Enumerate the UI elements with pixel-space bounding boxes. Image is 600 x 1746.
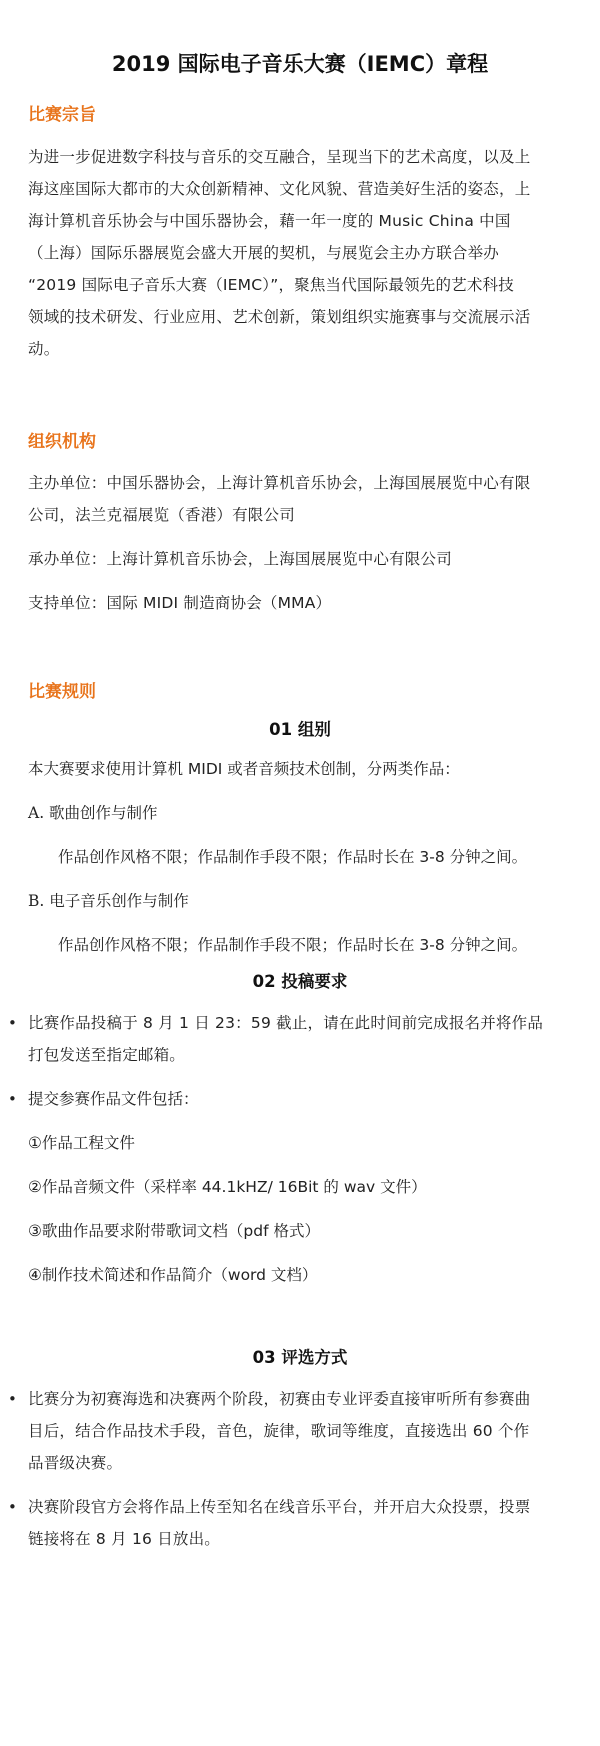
text-line: 提交参赛作品文件包括： [28,1090,199,1108]
groups-intro: 本大赛要求使用计算机 MIDI 或者音频技术创制，分两类作品： [28,760,460,778]
file-item: ①作品工程文件 [28,1134,135,1152]
group-b-label: B. 电子音乐创作与制作 [28,892,189,910]
section-heading-purpose: 比赛宗旨 [28,105,96,125]
bullet-icon: • [8,1390,17,1408]
subheading-selection: 03 评选方式 [252,1348,348,1367]
text-line: 海计算机音乐协会与中国乐器协会，藉一年一度的 Music China 中国 [28,212,511,230]
subheading-submission: 02 投稿要求 [252,972,348,991]
supporter-units: 支持单位：国际 MIDI 制造商协会（MMA） [28,594,332,612]
host-units [28,467,572,531]
list-item [8,1007,572,1071]
text-line: “2019 国际电子音乐大赛（IEMC）”，聚焦当代国际最领先的艺术科技 [28,276,514,294]
list-item [8,1383,572,1479]
group-a-label: A. 歌曲创作与制作 [28,804,158,822]
text-line: （上海）国际乐器展览会盛大开展的契机，与展览会主办方联合举办 [28,244,500,262]
text-line: 主办单位：中国乐器协会，上海计算机音乐协会，上海国展展览中心有限 [28,474,531,492]
group-b-desc: 作品创作风格不限；作品制作手段不限；作品时长在 3-8 分钟之间。 [58,936,528,954]
section-heading-organization: 组织机构 [28,432,96,452]
file-item: ④制作技术简述和作品简介（word 文档） [28,1266,318,1284]
text-line: 链接将在 8 月 16 日放出。 [28,1530,220,1548]
subheading-groups: 01 组别 [269,720,331,739]
bullet-icon: • [8,1090,17,1108]
purpose-paragraph [28,141,572,365]
text-line: 比赛作品投稿于 8 月 1 日 23：59 截止，请在此时间前完成报名并将作品 [28,1014,544,1032]
text-line: 比赛分为初赛海选和决赛两个阶段，初赛由专业评委直接审听所有参赛曲 [28,1390,531,1408]
text-line: 海这座国际大都市的大众创新精神、文化风貌、营造美好生活的姿态，上 [28,180,531,198]
text-line: 公司，法兰克福展览（香港）有限公司 [28,506,295,524]
text-line: 决赛阶段官方会将作品上传至知名在线音乐平台，并开启大众投票，投票 [28,1498,531,1516]
bullet-icon: • [8,1498,17,1516]
text-line: 品晋级决赛。 [28,1454,123,1472]
text-line: 领域的技术研发、行业应用、艺术创新，策划组织实施赛事与交流展示活 [28,308,531,326]
organizer-units: 承办单位：上海计算机音乐协会，上海国展展览中心有限公司 [28,550,452,568]
text-line: 动。 [28,340,60,358]
bullet-icon: • [8,1014,17,1032]
text-line: 为进一步促进数字科技与音乐的交互融合，呈现当下的艺术高度，以及上 [28,148,531,166]
list-item [8,1491,572,1555]
file-item: ②作品音频文件（采样率 44.1kHZ/ 16Bit 的 wav 文件） [28,1178,427,1196]
file-item: ③歌曲作品要求附带歌词文档（pdf 格式） [28,1222,320,1240]
text-line: 目后，结合作品技术手段，音色，旋律，歌词等维度，直接选出 60 个作 [28,1422,530,1440]
text-line: 打包发送至指定邮箱。 [28,1046,186,1064]
list-item [8,1083,572,1115]
group-a-desc: 作品创作风格不限；作品制作手段不限；作品时长在 3-8 分钟之间。 [58,848,528,866]
page-title: 2019 国际电子音乐大赛（IEMC）章程 [111,52,489,76]
section-heading-rules: 比赛规则 [28,682,96,702]
